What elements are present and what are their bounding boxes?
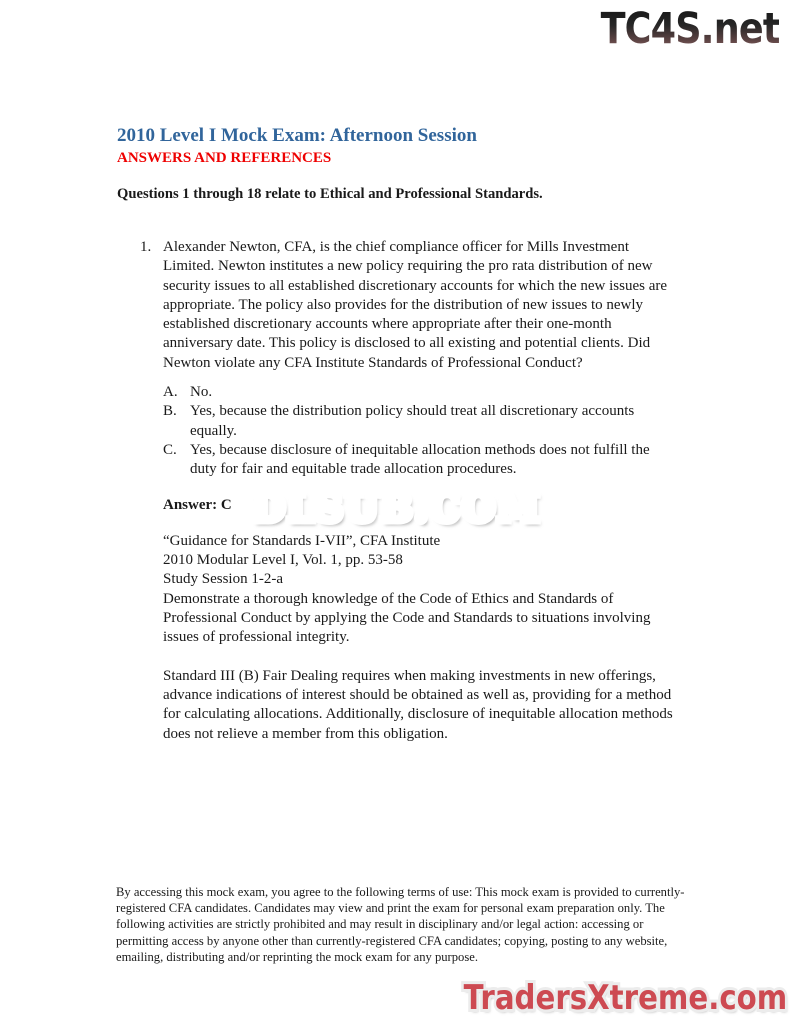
tradersxtreme-site-logo: TradersXtreme.com TradersXtreme.com	[463, 978, 787, 1018]
dlsub-watermark: DLSUB.COM DLSUB.COM	[252, 486, 541, 530]
choice-c	[163, 441, 679, 480]
choice-a-label: A.	[163, 384, 178, 401]
choice-b	[163, 402, 679, 441]
reference-block	[163, 532, 677, 648]
explanation-paragraph: Standard III (B) Fair Dealing requires when making investments in new offerings, advance indications of interest should be obtained as well as, providing for a method for calculating allocations. Additionally, disclosure of inequitable allocation methods does not relieve a member from this obligation.	[163, 667, 673, 742]
choice-c-label: C.	[163, 441, 177, 458]
answers-references-subtitle: ANSWERS AND REFERENCES	[117, 150, 332, 166]
question-number: 1.	[140, 239, 152, 255]
section-heading: Questions 1 through 18 relate to Ethical and Professional Standards.	[117, 186, 543, 202]
answer-label: Answer: C	[163, 496, 232, 513]
choice-b-label: B.	[163, 403, 177, 420]
choice-b-text: Yes, because the distribution policy should treat all discretionary accounts equally.	[190, 403, 635, 439]
page-title: 2010 Level I Mock Exam: Afternoon Session	[117, 125, 477, 146]
choice-a	[163, 383, 679, 402]
choice-a-text: No.	[190, 384, 213, 401]
question-text: Alexander Newton, CFA, is the chief compliance officer for Mills Investment Limited. Newton institutes a new policy requiring the pro rata distribution of new security issues to all established discretionary accounts for which the new issues are appropriate. The policy also provides for the distribution of new issues to newly established discretionary accounts where appropriate after their one-month anniversary date. This policy is disclosed to all existing and potential clients. Did Newton violate any CFA Institute Standards of Professional Conduct?	[163, 239, 668, 371]
reference-los: Demonstrate a thorough knowledge of the Code of Ethics and Standards of Professional Conduct by applying the Code and Standards to situations involving issues of professional integrity.	[163, 590, 651, 646]
question-1	[140, 238, 679, 373]
tc4s-site-logo: TC4S.net	[600, 4, 779, 54]
document-content	[117, 124, 679, 744]
reference-volume: 2010 Modular Level I, Vol. 1, pp. 53-58	[163, 552, 403, 569]
reference-guidance: “Guidance for Standards I-VII”, CFA Institute	[163, 532, 441, 549]
answer-choices	[163, 383, 679, 479]
reference-study-session: Study Session 1-2-a	[163, 571, 283, 588]
choice-c-text: Yes, because disclosure of inequitable allocation methods does not fulfill the duty for fair and equitable trade allocation procedures.	[190, 441, 650, 478]
terms-of-use-disclaimer: By accessing this mock exam, you agree to the following terms of use: This mock exam is provided to currently-registered CFA candidates. Candidates may view and print the exam for personal exam preparation only. The following activities are strictly prohibited and may result in disciplinary and/or legal action: accessing or permitting access by anyone other than currently-registered CFA candidates; copying, posting to any website, emailing, distributing and/or reprinting the mock exam for any purpose.	[116, 885, 685, 964]
